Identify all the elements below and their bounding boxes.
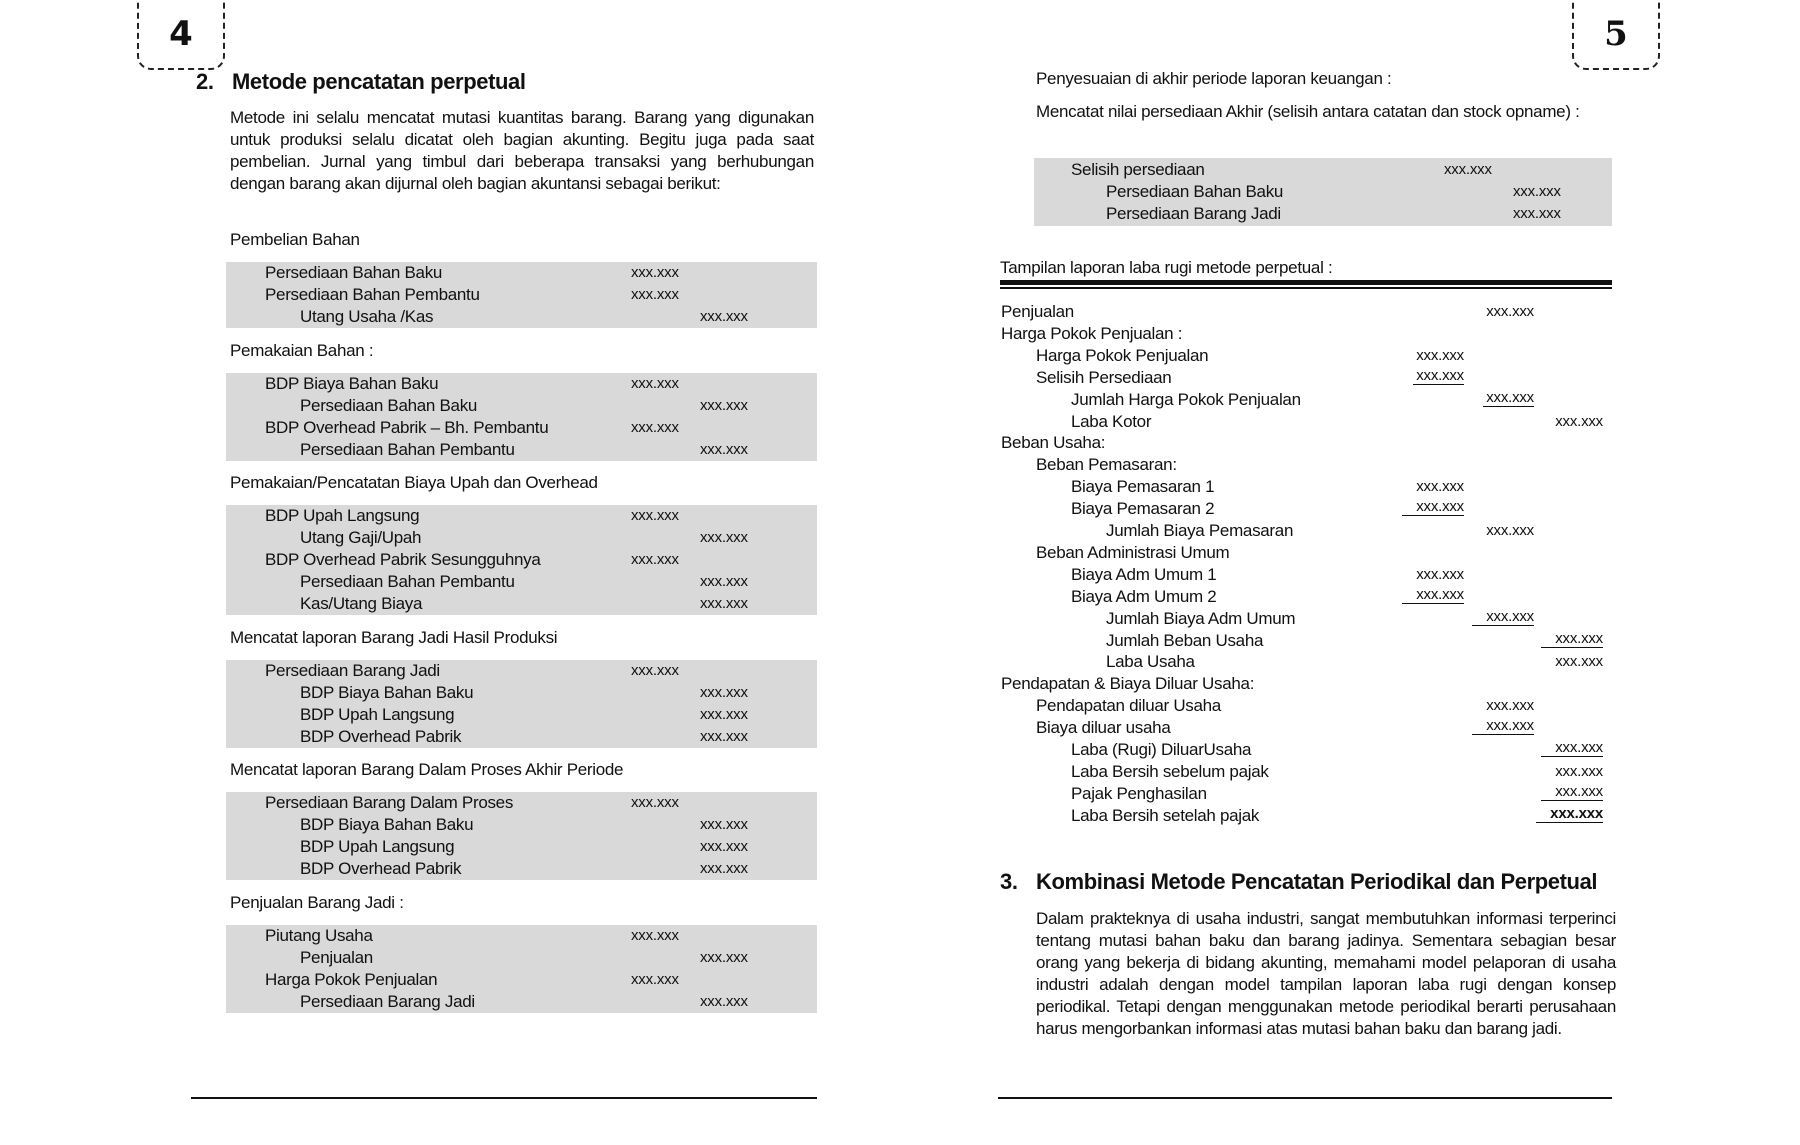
credit-account: BDP Overhead Pabrik (300, 727, 462, 746)
income-statement-row (1001, 608, 1621, 630)
intro-paragraph: Metode ini selalu mencatat mutasi kuantitas barang. Barang yang digunakan untuk produksi selalu dicatat oleh bagian akunting. Begitu juga pada saat pembelian. Jurnal yang timbul dari beberapa transaksi yang berhubungan dengan barang akan dijurnal oleh bagian akuntansi sebagai berikut: (230, 108, 814, 193)
adjustment-paragraph: Mencatat nilai persediaan Akhir (selisih antara catatan dan stock opname) : (1036, 102, 1580, 121)
debit-account: Persediaan Barang Jadi (265, 661, 440, 680)
debit-amount: xxx.xxx (631, 551, 679, 568)
line-item-label: Beban Administrasi Umum (1036, 542, 1230, 562)
journal-entry-box (226, 373, 817, 461)
credit-amount: xxx.xxx (700, 706, 748, 723)
credit-amount: xxx.xxx (700, 595, 748, 612)
line-item-label: Biaya Pemasaran 1 (1071, 477, 1215, 497)
line-item-label: Biaya Pemasaran 2 (1071, 499, 1215, 519)
line-item-label: Laba Kotor (1071, 411, 1152, 431)
line-item-label: Pajak Penghasilan (1071, 783, 1207, 803)
journal-row (226, 704, 817, 726)
credit-amount: xxx.xxx (700, 684, 748, 701)
credit-account: Persediaan Barang Jadi (1106, 204, 1281, 223)
debit-account: Piutang Usaha (265, 926, 373, 945)
journal-title: Pemakaian Bahan : (230, 341, 374, 360)
journal-entry-box (226, 660, 817, 748)
line-item-label: Laba (Rugi) DiluarUsaha (1071, 740, 1252, 759)
page-number-left (137, 0, 225, 70)
income-statement-row (1001, 498, 1621, 520)
journal-row (226, 726, 817, 748)
income-statement-row (1001, 651, 1621, 673)
section-title: Kombinasi Metode Pencatatan Periodikal dan Perpetual (1036, 869, 1598, 894)
journal-row (226, 836, 817, 858)
income-statement-row (1001, 630, 1621, 652)
income-statement-row (1001, 695, 1621, 717)
credit-amount: xxx.xxx (700, 728, 748, 745)
line-item-label: Harga Pokok Penjualan (1036, 345, 1209, 365)
income-statement-row (1001, 783, 1621, 805)
journal-row (226, 417, 817, 439)
income-statement-row (1001, 542, 1621, 564)
income-statement-row (1001, 432, 1621, 454)
line-item-amount: xxx.xxx (1472, 608, 1534, 626)
net-income-amount: xxx.xxx (1536, 805, 1603, 823)
journal-row (1034, 159, 1612, 181)
line-item-amount: xxx.xxx (1416, 478, 1464, 496)
credit-amount: xxx.xxx (1513, 205, 1561, 222)
line-item-label: Jumlah Biaya Pemasaran (1106, 521, 1294, 540)
line-item-label: Laba Bersih setelah pajak (1071, 805, 1260, 825)
journal-row (226, 814, 817, 836)
debit-amount: xxx.xxx (631, 286, 679, 303)
line-item-amount: xxx.xxx (1413, 367, 1464, 385)
line-item-amount: xxx.xxx (1541, 739, 1603, 757)
credit-account: Persediaan Bahan Baku (300, 396, 478, 415)
thin-rule (1000, 287, 1612, 289)
journal-row (226, 858, 817, 880)
credit-amount: xxx.xxx (700, 860, 748, 877)
credit-account: BDP Biaya Bahan Baku (300, 683, 474, 702)
journal-row (226, 439, 817, 461)
journal-row (226, 660, 817, 682)
line-item-amount: xxx.xxx (1555, 412, 1603, 430)
line-item-label: Laba Usaha (1106, 652, 1195, 672)
journal-row (226, 991, 817, 1013)
journal-row (226, 306, 817, 328)
debit-amount: xxx.xxx (631, 264, 679, 281)
page-number-text: 5 (1604, 14, 1628, 54)
section-heading-3 (1000, 869, 1597, 895)
line-item-label: Jumlah Beban Usaha (1106, 630, 1264, 650)
thick-rule (1000, 280, 1612, 285)
credit-amount: xxx.xxx (700, 397, 748, 414)
line-item-label: Penjualan (1001, 302, 1074, 321)
line-item-label: Pendapatan & Biaya Diluar Usaha: (1001, 674, 1255, 694)
credit-account: Kas/Utang Biaya (300, 594, 423, 613)
line-item-amount: xxx.xxx (1486, 522, 1534, 539)
journal-row (226, 682, 817, 704)
line-item-label: Harga Pokok Penjualan : (1001, 323, 1183, 343)
income-statement-row (1001, 564, 1621, 586)
line-item-label: Beban Usaha: (1001, 433, 1106, 453)
journal-row (226, 549, 817, 571)
journal-entry-box (226, 792, 817, 880)
income-statement-row (1001, 389, 1621, 411)
line-item-label: Jumlah Biaya Adm Umum (1106, 608, 1296, 628)
journal-row (226, 262, 817, 284)
line-item-label: Biaya diluar usaha (1036, 718, 1171, 738)
credit-amount: xxx.xxx (700, 529, 748, 546)
line-item-amount: xxx.xxx (1486, 697, 1534, 715)
credit-account: BDP Biaya Bahan Baku (300, 815, 474, 834)
page-number-text: 4 (169, 14, 193, 54)
income-statement-row (1001, 323, 1621, 345)
income-statement-title: Tampilan laporan laba rugi metode perpetual : (1000, 258, 1333, 277)
credit-account: BDP Overhead Pabrik (300, 859, 462, 878)
section-number: 3. (1000, 869, 1018, 894)
debit-account: BDP Overhead Pabrik Sesungguhnya (265, 550, 541, 569)
journal-row (1034, 181, 1612, 203)
credit-account: BDP Upah Langsung (300, 705, 455, 724)
journal-row (226, 284, 817, 306)
credit-amount: xxx.xxx (700, 816, 748, 833)
section-title: Metode pencatatan perpetual (232, 69, 526, 94)
line-item-amount: xxx.xxx (1483, 389, 1534, 407)
debit-account: Persediaan Bahan Baku (265, 263, 443, 282)
line-item-amount: xxx.xxx (1555, 762, 1603, 780)
journal-row (226, 969, 817, 991)
income-statement-row (1001, 411, 1621, 433)
journal-row (226, 571, 817, 593)
line-item-label: Laba Bersih sebelum pajak (1071, 761, 1269, 781)
debit-amount: xxx.xxx (631, 375, 679, 392)
credit-account: Persediaan Bahan Pembantu (300, 572, 515, 591)
journal-title: Penjualan Barang Jadi : (230, 893, 404, 912)
debit-account: BDP Upah Langsung (265, 506, 420, 525)
line-item-amount: xxx.xxx (1402, 498, 1464, 516)
journal-title: Mencatat laporan Barang Dalam Proses Akhir Periode (230, 760, 624, 779)
income-statement-row (1001, 586, 1621, 608)
line-item-amount: xxx.xxx (1555, 653, 1603, 671)
journal-entry-box (226, 925, 817, 1013)
journal-row (226, 527, 817, 549)
line-item-amount: xxx.xxx (1541, 630, 1603, 648)
debit-amount: xxx.xxx (631, 794, 679, 811)
income-statement-row (1001, 761, 1621, 783)
line-item-label: Pendapatan diluar Usaha (1036, 696, 1221, 716)
journal-row (226, 947, 817, 969)
line-item-amount: xxx.xxx (1486, 303, 1534, 320)
credit-account: Persediaan Barang Jadi (300, 992, 475, 1011)
journal-row (226, 505, 817, 527)
page-bottom-rule-right (998, 1097, 1612, 1099)
credit-amount: xxx.xxx (700, 308, 748, 325)
line-item-label: Biaya Adm Umum 1 (1071, 564, 1217, 584)
journal-entry-box (226, 505, 817, 615)
credit-account: Utang Usaha /Kas (300, 307, 434, 326)
credit-amount: xxx.xxx (700, 573, 748, 590)
line-item-amount: xxx.xxx (1416, 565, 1464, 583)
journal-row (1034, 203, 1612, 225)
page-bottom-rule-left (191, 1097, 817, 1099)
journal-title: Pemakaian/Pencatatan Biaya Upah dan Overhead (230, 473, 598, 492)
credit-account: Persediaan Bahan Baku (1106, 182, 1284, 201)
income-statement-row (1001, 739, 1621, 761)
income-statement-row (1001, 301, 1621, 323)
debit-account: Persediaan Bahan Pembantu (265, 285, 480, 304)
credit-amount: xxx.xxx (700, 441, 748, 458)
income-statement-row (1001, 520, 1621, 542)
debit-account: Harga Pokok Penjualan (265, 970, 438, 989)
section-heading-2 (196, 69, 526, 95)
journal-row (226, 373, 817, 395)
debit-account: Persediaan Barang Dalam Proses (265, 793, 514, 812)
line-item-label: Selisih Persediaan (1036, 367, 1172, 387)
journal-row (226, 593, 817, 615)
credit-account: Persediaan Bahan Pembantu (300, 440, 515, 459)
adjustment-title: Penyesuaian di akhir periode laporan keuangan : (1036, 69, 1392, 88)
line-item-amount: xxx.xxx (1541, 783, 1603, 801)
line-item-label: Jumlah Harga Pokok Penjualan (1071, 389, 1301, 409)
debit-account: Selisih persediaan (1071, 160, 1205, 179)
credit-amount: xxx.xxx (700, 949, 748, 966)
credit-account: Penjualan (300, 948, 373, 967)
income-statement-row (1001, 454, 1621, 476)
credit-amount: xxx.xxx (700, 838, 748, 855)
journal-entry-box (226, 262, 817, 328)
credit-amount: xxx.xxx (1513, 183, 1561, 200)
section-paragraph: Dalam prakteknya di usaha industri, sangat membutuhkan informasi terperinci tentang mutasi bahan baku dan barang jadinya. Sementara sebagian besar orang yang bekerja di bidang akunting, memahami model pelaporan di usaha industri adalah dengan model tampilan laporan laba rugi dengan konsep periodikal. Tetapi dengan menggunakan metode periodikal berarti perusahaan harus mengorbankan informasi atas mutasi bahan baku dan barang jadi. (1036, 909, 1616, 1038)
journal-title: Pembelian Bahan (230, 230, 360, 249)
income-statement-row (1001, 717, 1621, 739)
debit-amount: xxx.xxx (631, 927, 679, 944)
debit-amount: xxx.xxx (1444, 161, 1492, 178)
page-number-right (1572, 0, 1660, 70)
line-item-amount: xxx.xxx (1402, 586, 1464, 604)
income-statement-row (1001, 345, 1621, 367)
line-item-amount: xxx.xxx (1472, 717, 1534, 735)
debit-amount: xxx.xxx (631, 507, 679, 524)
journal-title: Mencatat laporan Barang Jadi Hasil Produksi (230, 628, 558, 647)
journal-row (226, 395, 817, 417)
adjustment-journal (1034, 158, 1612, 226)
income-statement-row (1001, 805, 1621, 827)
line-item-label: Beban Pemasaran: (1036, 455, 1177, 475)
line-item-amount: xxx.xxx (1416, 346, 1464, 364)
credit-account: BDP Upah Langsung (300, 837, 455, 856)
section-number: 2. (196, 69, 214, 94)
debit-account: BDP Biaya Bahan Baku (265, 374, 439, 393)
credit-amount: xxx.xxx (700, 993, 748, 1010)
line-item-label: Biaya Adm Umum 2 (1071, 586, 1217, 606)
income-statement-row (1001, 367, 1621, 389)
journal-row (226, 792, 817, 814)
journal-row (226, 925, 817, 947)
credit-account: Utang Gaji/Upah (300, 528, 422, 547)
income-statement-row (1001, 476, 1621, 498)
debit-account: BDP Overhead Pabrik – Bh. Pembantu (265, 418, 549, 437)
income-statement-row (1001, 673, 1621, 695)
debit-amount: xxx.xxx (631, 419, 679, 436)
debit-amount: xxx.xxx (631, 662, 679, 679)
debit-amount: xxx.xxx (631, 971, 679, 988)
